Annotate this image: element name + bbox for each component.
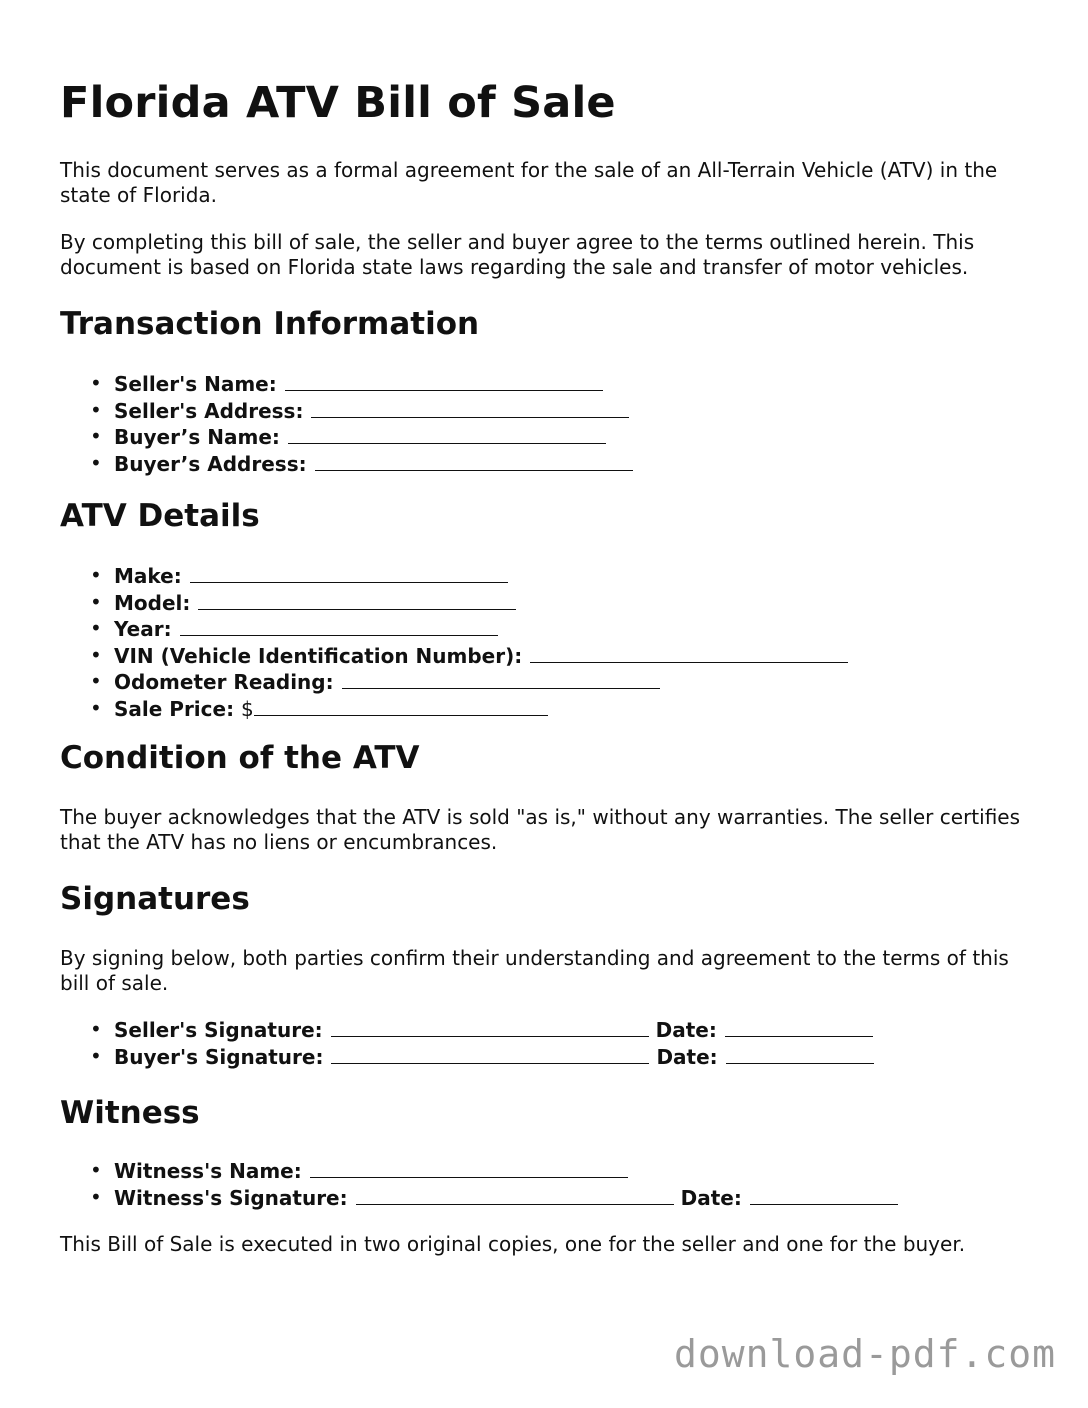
seller-address-field[interactable] [311,398,629,418]
witness-signature-label: Witness's Signature: [114,1185,348,1210]
intro-paragraph-1: This document serves as a formal agreement for the sale of an All-Terrain Vehicle (ATV) in the state of Florida. [60,158,998,207]
model-label: Model: [114,590,191,615]
bullet-icon: • [90,424,102,449]
list-item [60,616,848,643]
seller-name-field[interactable] [285,371,603,391]
condition-paragraph: The buyer acknowledges that the ATV is sold "as is," without any warranties. The seller certifies that the ATV has no liens or encumbrances. [60,805,1021,854]
bullet-icon: • [90,450,102,475]
closing-paragraph: This Bill of Sale is executed in two original copies, one for the seller and one for the buyer. [60,1232,966,1256]
bullet-icon: • [90,1017,102,1041]
make-field[interactable] [190,563,508,583]
witness-name-field[interactable] [310,1158,628,1178]
bullet-icon: • [90,397,102,422]
odometer-field[interactable] [342,669,660,689]
list-item [60,590,848,617]
buyer-date-label: Date: [656,1044,718,1069]
seller-date-label: Date: [655,1018,717,1042]
seller-signature-label: Seller's Signature: [114,1018,323,1042]
seller-name-label: Seller's Name: [114,372,277,396]
witness-date-field[interactable] [750,1185,898,1205]
sale-price-field[interactable] [254,696,548,716]
list-item [60,563,848,590]
buyer-date-field[interactable] [726,1044,874,1064]
model-field[interactable] [198,590,516,610]
witness-signature-field[interactable] [356,1185,674,1205]
transaction-heading: Transaction Information [60,306,480,342]
list-item [60,398,633,425]
buyer-signature-field[interactable] [331,1044,649,1064]
list-item [60,1158,898,1185]
bullet-icon: • [90,1184,102,1209]
list-item [60,371,633,398]
seller-address-label: Seller's Address: [114,398,304,423]
seller-date-field[interactable] [725,1017,873,1037]
list-item [60,451,633,478]
buyer-signature-label: Buyer's Signature: [114,1044,324,1069]
condition-heading: Condition of the ATV [60,740,420,776]
year-field[interactable] [180,616,498,636]
bullet-icon: • [90,371,102,395]
signatures-paragraph: By signing below, both parties confirm their understanding and agreement to the terms of this bill of sale. [60,946,1009,995]
sale-price-label: Sale Price: [114,696,235,721]
atv-details-heading: ATV Details [60,498,260,534]
bullet-icon: • [90,563,102,587]
list-item [60,1017,874,1044]
witness-heading: Witness [60,1095,200,1131]
bullet-icon: • [90,589,102,614]
intro-paragraph-2: By completing this bill of sale, the seller and buyer agree to the terms outlined herein. This document is based on Florida state laws regarding the sale and transfer of motor vehicles. [60,230,975,279]
list-item [60,1044,874,1071]
watermark: download-pdf.com [673,1332,1056,1376]
bullet-icon: • [90,1158,102,1182]
bullet-icon: • [90,642,102,667]
list-item [60,643,848,670]
list-item [60,424,633,451]
buyer-name-field[interactable] [288,424,606,444]
transaction-list [60,371,633,477]
year-label: Year: [114,617,172,642]
odometer-label: Odometer Reading: [114,670,334,695]
list-item [60,669,848,696]
buyer-address-field[interactable] [315,451,633,471]
seller-signature-field[interactable] [331,1017,649,1037]
list-item [60,696,848,723]
make-label: Make: [114,564,182,588]
buyer-name-label: Buyer’s Name: [114,425,280,450]
witness-date-label: Date: [680,1185,742,1210]
list-item [60,1185,898,1212]
atv-details-list [60,563,848,723]
buyer-address-label: Buyer’s Address: [114,451,307,476]
bullet-icon: • [90,1043,102,1068]
witness-list [60,1158,898,1211]
bullet-icon: • [90,695,102,720]
bullet-icon: • [90,616,102,641]
bullet-icon: • [90,669,102,694]
page-title: Florida ATV Bill of Sale [60,78,616,128]
vin-field[interactable] [530,643,848,663]
signatures-list [60,1017,874,1070]
dollar-sign: $ [241,696,254,721]
signatures-heading: Signatures [60,881,250,917]
witness-name-label: Witness's Name: [114,1159,302,1183]
vin-label: VIN (Vehicle Identification Number): [114,643,523,668]
